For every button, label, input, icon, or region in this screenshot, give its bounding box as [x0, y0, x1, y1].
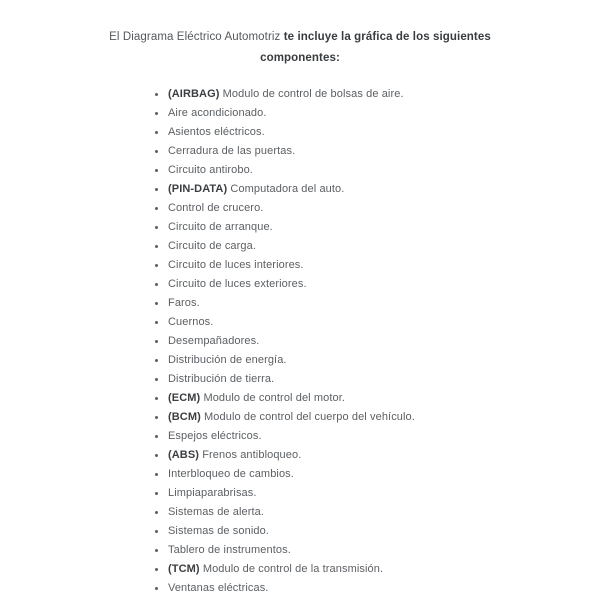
- component-item: [167, 541, 600, 560]
- component-code: (ECM): [168, 392, 204, 404]
- component-label: Sistemas de sonido.: [168, 525, 269, 537]
- component-item: [167, 161, 600, 180]
- component-label: Asientos eléctricos.: [168, 126, 265, 138]
- component-label: Control de crucero.: [168, 202, 264, 214]
- component-label: Limpiaparabrisas.: [168, 487, 257, 499]
- component-item: [167, 294, 600, 313]
- component-item: [167, 142, 600, 161]
- component-item: [167, 408, 600, 427]
- component-label: Modulo de control de bolsas de aire.: [222, 88, 404, 100]
- component-item: [167, 389, 600, 408]
- component-label: Modulo de control del motor.: [203, 392, 346, 404]
- component-label: Ventanas eléctricas.: [168, 582, 269, 594]
- page-title-bold: te incluye la gráfica de los siguientes componentes:: [260, 31, 491, 64]
- component-item: [167, 427, 600, 446]
- component-item: [167, 180, 600, 199]
- component-item: [167, 123, 600, 142]
- component-label: Cerradura de las puertas.: [168, 145, 296, 157]
- component-label: Cuernos.: [168, 316, 214, 328]
- component-label: Circuito de luces exteriores.: [168, 278, 307, 290]
- component-item: [167, 237, 600, 256]
- component-item: [167, 256, 600, 275]
- component-item: [167, 465, 600, 484]
- component-code: (PIN-DATA): [168, 183, 231, 195]
- component-item: [167, 332, 600, 351]
- component-item: [167, 275, 600, 294]
- component-item: [167, 313, 600, 332]
- component-label: Circuito antirobo.: [168, 164, 253, 176]
- component-label: Frenos antibloqueo.: [202, 449, 302, 461]
- component-item: [167, 503, 600, 522]
- component-label: Tablero de instrumentos.: [168, 544, 291, 556]
- component-item: [167, 351, 600, 370]
- component-code: (BCM): [168, 411, 205, 423]
- component-label: Modulo de control del cuerpo del vehículo.: [204, 411, 415, 423]
- component-label: Interbloqueo de cambios.: [168, 468, 294, 480]
- component-item: [167, 484, 600, 503]
- component-code: (ABS): [168, 449, 203, 461]
- component-item: [167, 579, 600, 598]
- component-code: (TCM): [168, 563, 203, 575]
- page-title-normal: El Diagrama Eléctrico Automotriz: [109, 31, 281, 43]
- component-label: Circuito de arranque.: [168, 221, 273, 233]
- component-item: [167, 199, 600, 218]
- component-label: Computadora del auto.: [230, 183, 345, 195]
- component-label: Desempañadores.: [168, 335, 260, 347]
- component-label: Circuito de carga.: [168, 240, 257, 252]
- component-item: [167, 370, 600, 389]
- components-list: [0, 85, 600, 598]
- component-item: [167, 560, 600, 579]
- component-label: Espejos eléctricos.: [168, 430, 262, 442]
- component-item: [167, 85, 600, 104]
- component-item: [167, 104, 600, 123]
- component-label: Distribución de energía.: [168, 354, 287, 366]
- page-title: [0, 0, 600, 69]
- component-label: Sistemas de alerta.: [168, 506, 265, 518]
- component-label: Modulo de control de la transmisión.: [202, 563, 384, 575]
- component-label: Distribución de tierra.: [168, 373, 275, 385]
- component-code: (AIRBAG): [168, 88, 223, 100]
- component-item: [167, 446, 600, 465]
- component-label: Faros.: [168, 297, 200, 309]
- component-label: Circuito de luces interiores.: [168, 259, 304, 271]
- component-label: Aire acondicionado.: [168, 107, 267, 119]
- component-item: [167, 218, 600, 237]
- component-item: [167, 522, 600, 541]
